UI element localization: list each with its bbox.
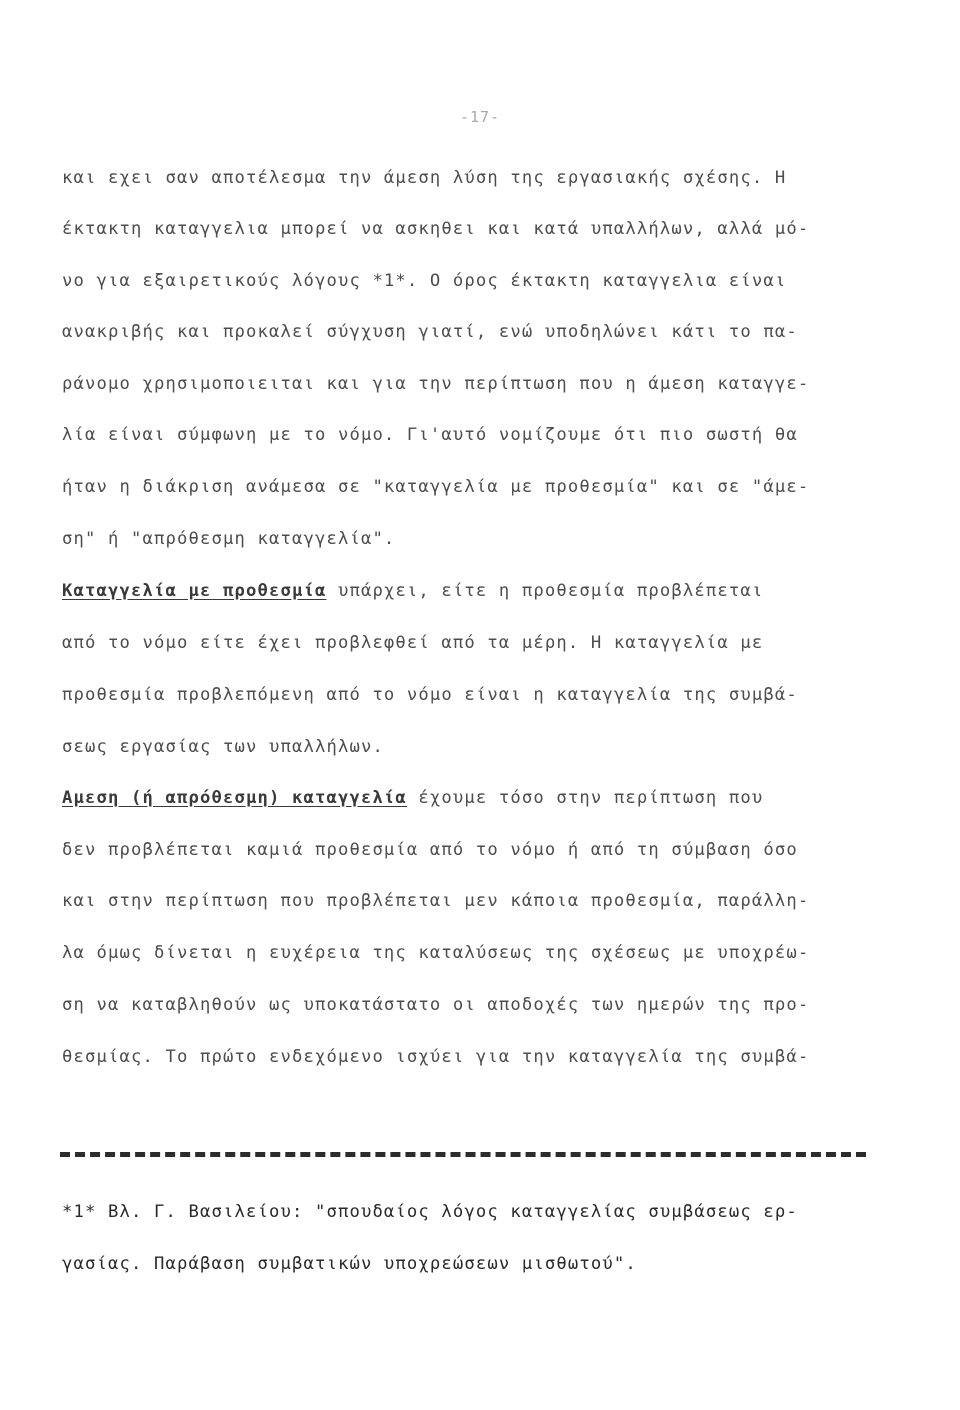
- body-line: και εχει σαν αποτέλεσμα την άμεση λύση της εργασιακής σχέσης. Η: [62, 168, 787, 188]
- body-line: προθεσμία προβλεπόμενη από το νόμο είναι η καταγγελία της συμβά-: [62, 685, 798, 705]
- footnote-separator: [60, 1152, 866, 1157]
- body-line: λα όμως δίνεται η ευχέρεια της καταλύσεως της σχέσεως με υποχρέω-: [62, 943, 810, 963]
- body-line: ανακριβής και προκαλεί σύγχυση γιατί, ενώ υποδηλώνει κάτι το πα-: [62, 322, 798, 342]
- body-line: ράνομο χρησιμοποιειται και για την περίπτωση που η άμεση καταγγε-: [62, 374, 810, 394]
- body-line: ήταν η διάκριση ανάμεσα σε "καταγγελία με προθεσμία" και σε "άμε-: [62, 477, 810, 497]
- section-heading: Καταγγελία με προθεσμία: [62, 581, 327, 601]
- body-text: υπάρχει, είτε η προθεσμία προβλέπεται: [326, 581, 764, 601]
- section-heading: Αμεση (ή απρόθεσμη) καταγγελία: [62, 788, 407, 808]
- page-number: -17-: [459, 108, 501, 126]
- footnote-line: γασίας. Παράβαση συμβατικών υποχρεώσεων μισθωτού".: [62, 1254, 637, 1274]
- body-line: θεσμίας. Το πρώτο ενδεχόμενο ισχύει για την καταγγελία της συμβά-: [62, 1047, 810, 1067]
- body-line: ση να καταβληθούν ως υποκατάστατο οι αποδοχές των ημερών της προ-: [62, 995, 810, 1015]
- paragraph-line: [62, 787, 763, 809]
- body-line: έκτακτη καταγγελια μπορεί να ασκηθει και κατά υπαλλήλων, αλλά μό-: [62, 219, 810, 239]
- body-text: έχουμε τόσο στην περίπτωση που: [406, 788, 764, 808]
- body-line: λία είναι σύμφωνη με το νόμο. Γι'αυτό νομίζουμε ότι πιο σωστή θα: [62, 425, 798, 445]
- footnote-line: *1* Βλ. Γ. Βασιλείου: "σπουδαίος λόγος καταγγελίας συμβάσεως ερ-: [62, 1202, 798, 1222]
- body-line: σεως εργασίας των υπαλλήλων.: [62, 737, 384, 757]
- body-line: νο για εξαιρετικούς λόγους *1*. Ο όρος έκτακτη καταγγελια είναι: [62, 271, 787, 291]
- paragraph-line: [62, 580, 763, 602]
- body-line: δεν προβλέπεται καμιά προθεσμία από το νόμο ή από τη σύμβαση όσο: [62, 840, 798, 860]
- body-line: ση" ή "απρόθεσμη καταγγελία".: [62, 529, 396, 549]
- body-line: από το νόμο είτε έχει προβλεφθεί από τα μέρη. Η καταγγελία με: [62, 633, 764, 653]
- body-line: και στην περίπτωση που προβλέπεται μεν κάποια προθεσμία, παράλλη-: [62, 891, 810, 911]
